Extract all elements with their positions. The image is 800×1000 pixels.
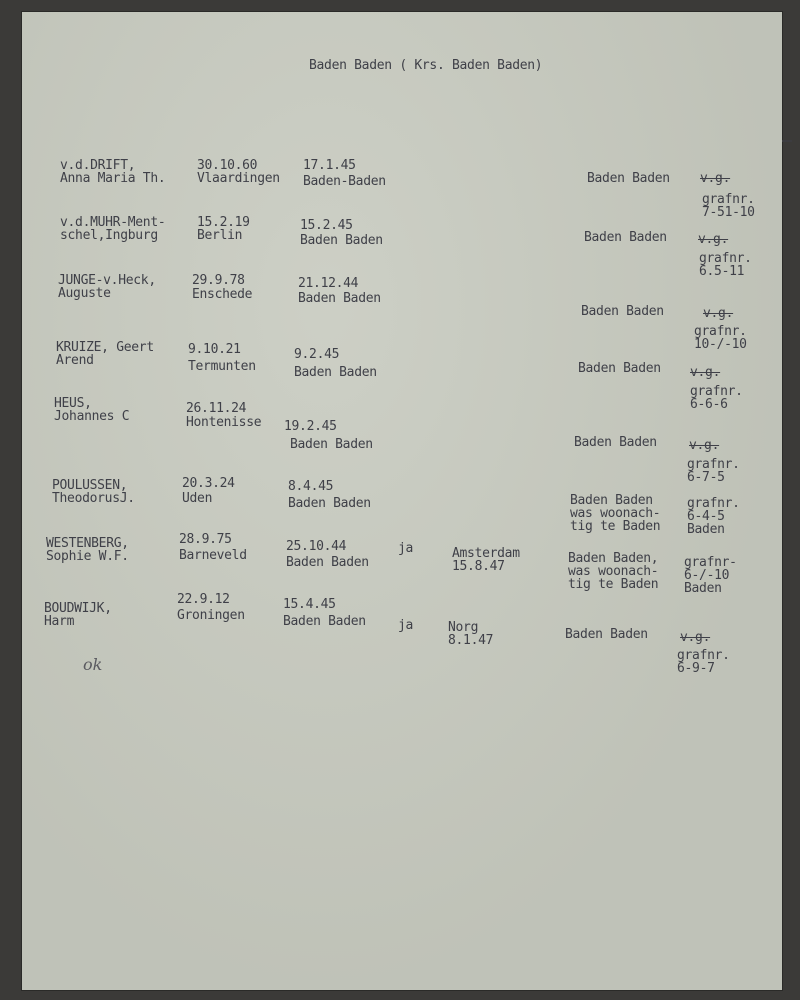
birth-date: 20.3.24 xyxy=(182,476,235,491)
burial-place: Baden Baden, xyxy=(568,551,659,566)
record-name: KRUIZE, Geert xyxy=(56,340,154,355)
burial-place: Baden Baden xyxy=(578,361,661,376)
grave-number: 6-4-5 xyxy=(687,509,725,524)
death-place: Baden Baden xyxy=(288,496,371,511)
record-name: Harm xyxy=(44,614,75,629)
burial-place: Baden Baden xyxy=(565,627,648,642)
handwritten-annotation: ok xyxy=(83,655,103,674)
document-page xyxy=(22,12,782,990)
death-place: Baden Baden xyxy=(294,365,377,380)
birth-date: 9.10.21 xyxy=(188,342,241,357)
burial-place: tig te Baden xyxy=(568,577,659,592)
birth-date: 15.2.19 xyxy=(197,215,250,230)
grave-number: 7-51-10 xyxy=(702,205,755,220)
record-name: JUNGE-v.Heck, xyxy=(58,273,156,288)
burial-place: Baden Baden xyxy=(581,304,664,319)
reburial-info: Amsterdam xyxy=(452,546,520,561)
grave-number: grafnr. xyxy=(677,648,730,663)
birth-place: Hontenisse xyxy=(186,415,262,430)
grave-number: Baden xyxy=(687,522,725,537)
struck-prefix: v.g. xyxy=(703,306,734,321)
death-place: Baden-Baden xyxy=(303,174,386,189)
grave-number: grafnr. xyxy=(694,324,747,339)
grave-number: 10-/-10 xyxy=(694,337,747,352)
death-place: Baden Baden xyxy=(290,437,373,452)
reburial-info: 15.8.47 xyxy=(452,559,505,574)
grave-number: grafnr. xyxy=(687,496,740,511)
grave-number: 6.5-11 xyxy=(699,264,745,279)
death-place: Baden Baden xyxy=(298,291,381,306)
birth-place: Termunten xyxy=(188,359,256,374)
death-date: 15.2.45 xyxy=(300,218,353,233)
record-name: v.d.MUHR-Ment- xyxy=(60,215,166,230)
burial-place: Baden Baden xyxy=(587,171,670,186)
grave-number: 6-9-7 xyxy=(677,661,715,676)
struck-prefix: v.g. xyxy=(680,630,711,645)
burial-place: Baden Baden xyxy=(584,230,667,245)
grave-number: grafnr- xyxy=(684,555,737,570)
grave-number: grafnr. xyxy=(702,192,755,207)
grave-number: grafnr. xyxy=(687,457,740,472)
margin-mark xyxy=(782,140,792,142)
death-place: Baden Baden xyxy=(300,233,383,248)
birth-place: Enschede xyxy=(192,287,253,302)
birth-place: Groningen xyxy=(177,608,245,623)
flag-value: ja xyxy=(398,541,414,556)
record-name: Sophie W.F. xyxy=(46,549,129,564)
struck-prefix: v.g. xyxy=(698,232,729,247)
death-date: 25.10.44 xyxy=(286,539,347,554)
burial-place: Baden Baden xyxy=(570,493,653,508)
birth-place: Uden xyxy=(182,491,213,506)
burial-place: was woonach- xyxy=(568,564,659,579)
birth-date: 29.9.78 xyxy=(192,273,245,288)
birth-date: 28.9.75 xyxy=(179,532,232,547)
struck-prefix: v.g. xyxy=(700,171,731,186)
birth-place: Barneveld xyxy=(179,548,247,563)
birth-date: 22.9.12 xyxy=(177,592,230,607)
death-place: Baden Baden xyxy=(283,614,366,629)
grave-number: Baden xyxy=(684,581,722,596)
record-name: HEUS, xyxy=(54,396,92,411)
birth-place: Berlin xyxy=(197,228,243,243)
reburial-info: Norg xyxy=(448,620,479,635)
page-title: Baden Baden ( Krs. Baden Baden) xyxy=(309,58,543,73)
burial-place: was woonach- xyxy=(570,506,661,521)
death-date: 9.2.45 xyxy=(294,347,340,362)
record-name: POULUSSEN, xyxy=(52,478,128,493)
record-name: Arend xyxy=(56,353,94,368)
grave-number: 6-/-10 xyxy=(684,568,730,583)
death-date: 8.4.45 xyxy=(288,479,334,494)
record-name: Anna Maria Th. xyxy=(60,171,166,186)
burial-place: Baden Baden xyxy=(574,435,657,450)
death-date: 15.4.45 xyxy=(283,597,336,612)
burial-place: tig te Baden xyxy=(570,519,661,534)
birth-date: 30.10.60 xyxy=(197,158,258,173)
struck-prefix: v.g. xyxy=(690,365,721,380)
reburial-info: 8.1.47 xyxy=(448,633,494,648)
grave-number: grafnr. xyxy=(690,384,743,399)
record-name: Auguste xyxy=(58,286,111,301)
grave-number: 6-7-5 xyxy=(687,470,725,485)
record-name: BOUDWIJK, xyxy=(44,601,112,616)
death-date: 21.12.44 xyxy=(298,276,359,291)
flag-value: ja xyxy=(398,618,414,633)
grave-number: 6-6-6 xyxy=(690,397,728,412)
birth-place: Vlaardingen xyxy=(197,171,280,186)
death-date: 17.1.45 xyxy=(303,158,356,173)
death-place: Baden Baden xyxy=(286,555,369,570)
record-name: WESTENBERG, xyxy=(46,536,129,551)
death-date: 19.2.45 xyxy=(284,419,337,434)
grave-number: grafnr. xyxy=(699,251,752,266)
record-name: v.d.DRIFT, xyxy=(60,158,136,173)
record-name: Johannes C xyxy=(54,409,130,424)
struck-prefix: v.g. xyxy=(689,438,720,453)
birth-date: 26.11.24 xyxy=(186,401,247,416)
record-name: TheodorusJ. xyxy=(52,491,135,506)
record-name: schel,Ingburg xyxy=(60,228,158,243)
